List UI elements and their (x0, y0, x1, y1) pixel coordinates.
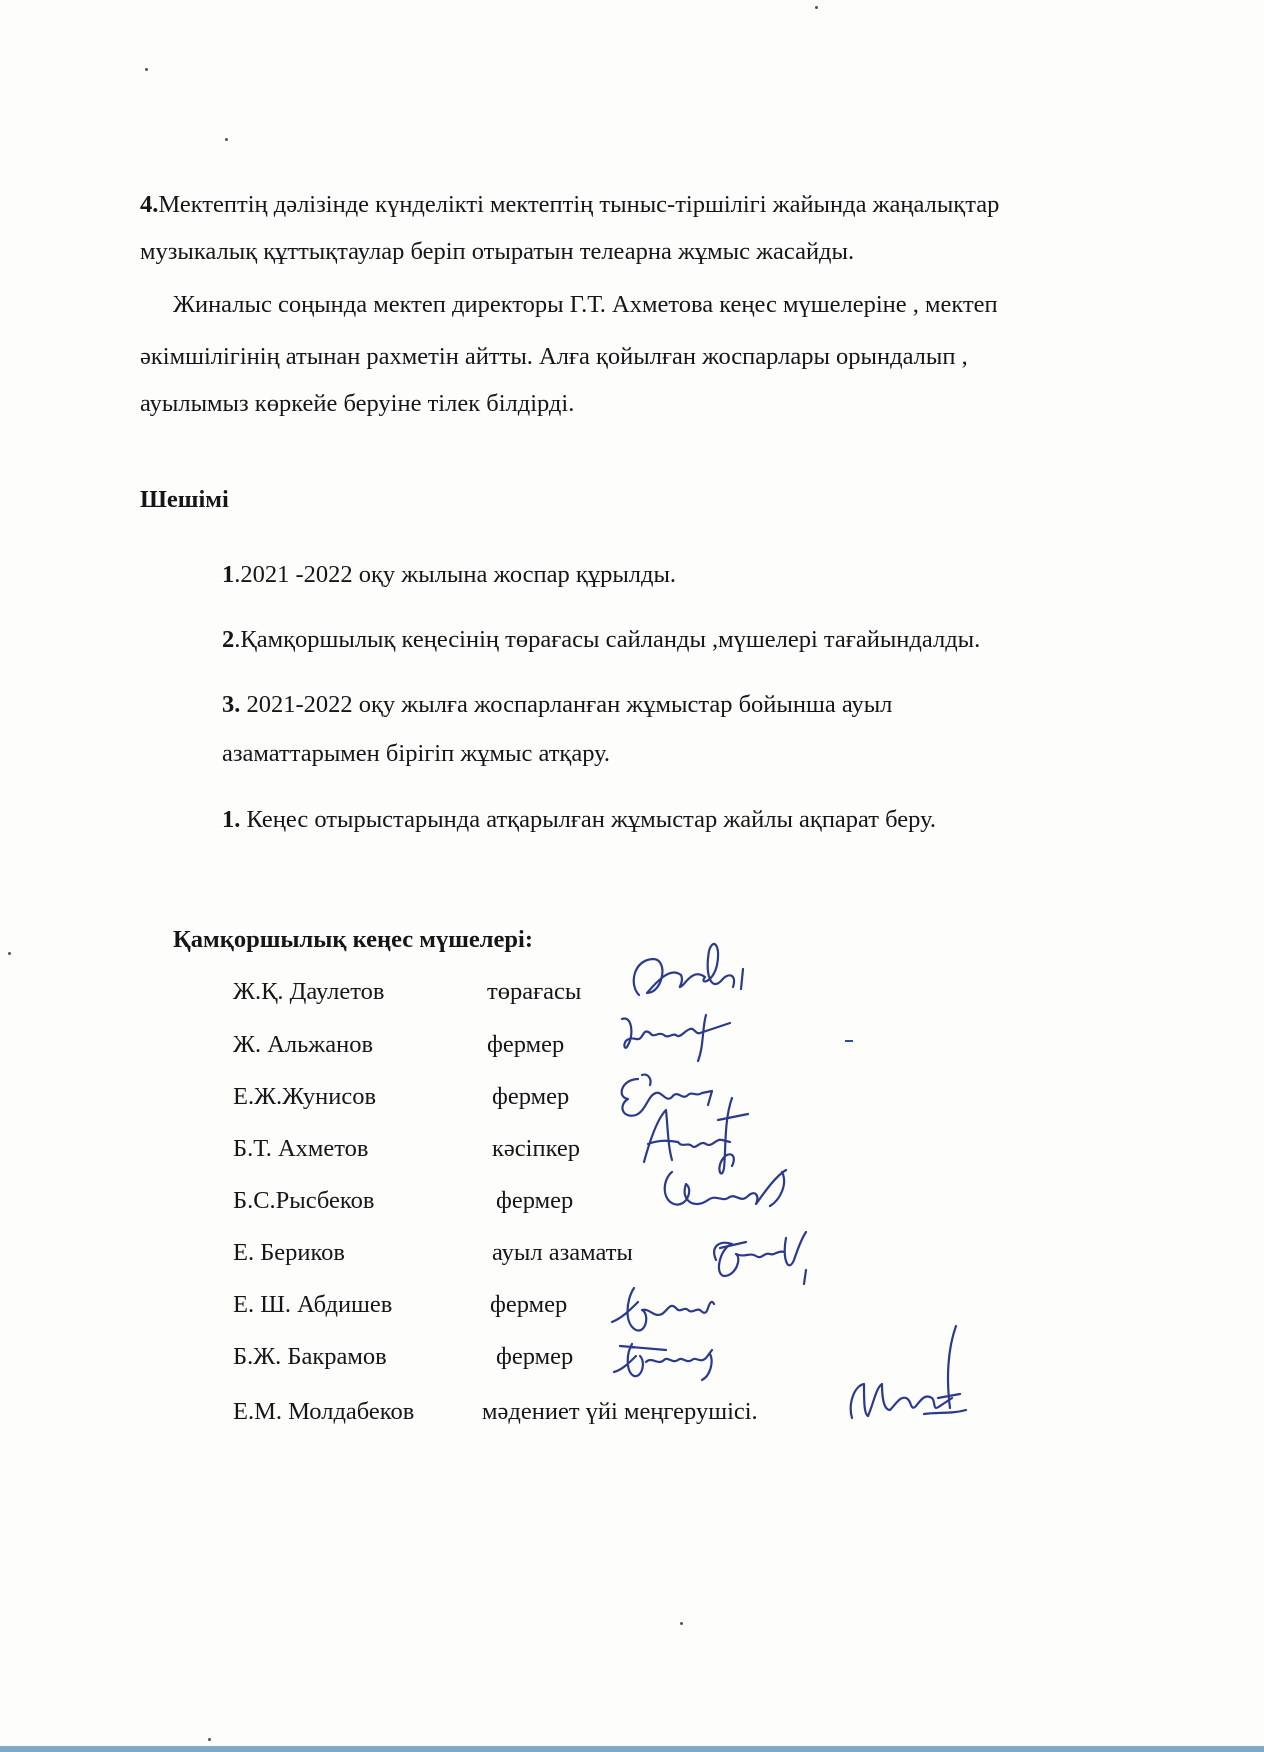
decision-heading: Шешімі (140, 486, 229, 513)
scan-speck (680, 1622, 683, 1625)
closing-line1: Жиналыс соңында мектеп директоры Г.Т. Ахметова кеңес мүшелеріне , мектеп (173, 291, 998, 318)
section4-line1 (140, 193, 999, 218)
member-role: кәсіпкер (492, 1135, 580, 1162)
decision-item-1 (222, 563, 676, 588)
signature (604, 1280, 734, 1340)
member-name: Б.С.Рысбеков (233, 1187, 375, 1214)
decision-item-number: 1. (222, 806, 241, 833)
decision-item-text: .Қамқоршылық кеңесінің төрағасы сайланды ,мүшелері тағайындалды. (234, 626, 981, 653)
member-role: төрағасы (487, 978, 582, 1005)
member-role: фермер (496, 1343, 574, 1370)
decision-item-text: Кеңес отырыстарында атқарылған жұмыстар жайлы ақпарат беру. (240, 806, 936, 833)
scan-speck (225, 138, 228, 141)
decision-item-3-continued: азаматтарымен бірігіп жұмыс атқару. (222, 740, 611, 767)
decision-item-text: 2021-2022 оқу жылға жоспарланған жұмыстар бойынша ауыл (240, 691, 893, 718)
member-name: Б.Т. Ахметов (233, 1135, 369, 1162)
scan-speck (145, 68, 148, 71)
member-role: фермер (487, 1031, 565, 1058)
member-name: Е.Ж.Жунисов (233, 1083, 377, 1110)
signature (842, 1318, 972, 1433)
section4-number: 4. (140, 191, 159, 218)
section4-text: Мектептің дәлізінде күнделікті мектептің тыныс-тіршілігі жайында жаңалықтар (158, 191, 1000, 218)
decision-item-2 (222, 628, 980, 653)
member-role: ауыл азаматы (492, 1239, 633, 1266)
decision-item-3 (222, 693, 892, 718)
closing-line2: әкімшілігінің атынан рахметін айтты. Алға қойылған жоспарлары орындалып , (140, 343, 968, 370)
member-role: фермер (496, 1187, 574, 1214)
member-name: Е.М. Молдабеков (233, 1398, 415, 1425)
member-role: фермер (492, 1083, 570, 1110)
closing-line3: ауылымыз көркейе беруіне тілек білдірді. (140, 390, 575, 417)
decision-item-number: 3. (222, 691, 241, 718)
decision-item-text: .2021 -2022 оқу жылына жоспар құрылды. (234, 561, 677, 588)
member-role: мәдениет үйі меңгерушісі. (482, 1398, 758, 1425)
signature (606, 1332, 726, 1387)
decision-item-number: 2 (222, 626, 235, 653)
section4-line2: музыкалық құттықтаулар беріп отыратын телеарна жұмыс жасайды. (140, 238, 855, 265)
scan-speck (815, 6, 818, 9)
scan-speck (8, 952, 11, 955)
signature (625, 935, 755, 1010)
member-name: Ж.Қ. Даулетов (233, 978, 385, 1005)
scan-speck (208, 1738, 211, 1741)
member-role: фермер (490, 1291, 568, 1318)
decision-item-4 (222, 808, 936, 833)
member-name: Ж. Альжанов (233, 1031, 374, 1058)
scan-edge (0, 1746, 1264, 1752)
decision-item-number: 1 (222, 561, 235, 588)
ink-mark (845, 1040, 853, 1042)
members-heading: Қамқоршылық кеңес мүшелері: (173, 926, 533, 953)
member-name: Е. Ш. Абдишев (233, 1291, 393, 1318)
member-name: Е. Бериков (233, 1239, 345, 1266)
signature (610, 1005, 740, 1065)
member-name: Б.Ж. Бакрамов (233, 1343, 387, 1370)
